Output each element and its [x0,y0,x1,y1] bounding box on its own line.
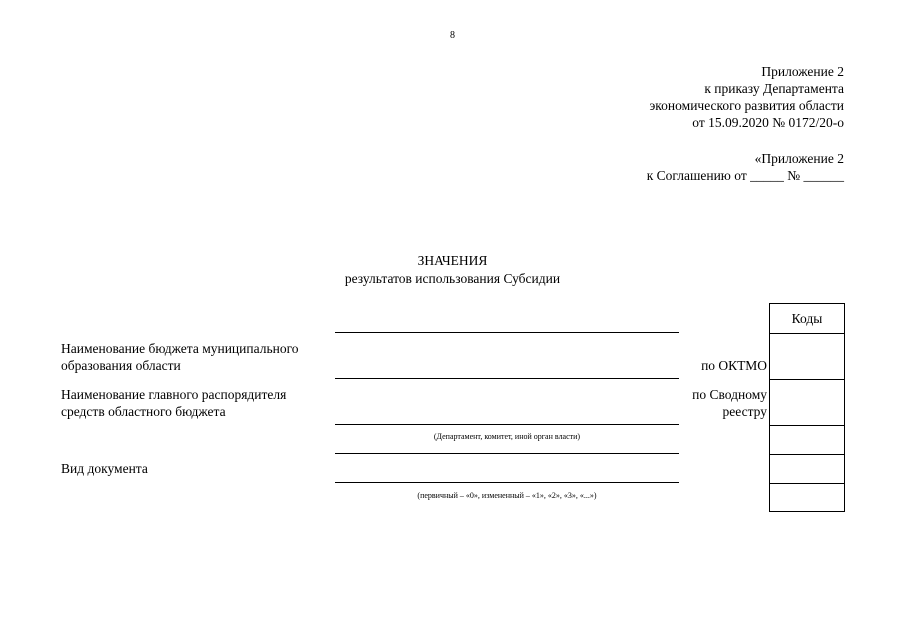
distributor-label-line-1: Наименование главного распорядителя [61,387,287,402]
codes-table [769,303,845,512]
code-cell-doc-type-1[interactable] [770,454,844,483]
appendix-line-4: от 15.09.2020 № 0172/20-о [692,115,844,130]
doc-type-hint: (первичный – «0», измененный – «1», «2», «3», «...») [417,491,597,500]
appendix-line-2: к приказу Департамента [704,81,844,96]
agreement-line-1: «Приложение 2 [754,151,844,166]
registry-label-line-1: по Сводному [692,387,767,402]
distributor-hint: (Департамент, комитет, иной орган власти) [433,432,581,441]
agreement-header [647,150,844,184]
code-cell-blank[interactable] [770,425,844,454]
code-cell-oktmo[interactable] [770,333,844,379]
distributor-label-line-2: средств областного бюджета [61,404,226,419]
distributor-line[interactable] [335,424,679,425]
doc-type-line[interactable] [335,482,679,483]
budget-name-label-line-2: образования области [61,358,181,373]
agreement-line-2: к Соглашению от _____ № ______ [646,168,844,183]
appendix-header [650,63,844,131]
doc-type-top-line [335,453,679,454]
appendix-line-3: экономического развития области [649,98,844,113]
registry-label-line-2: реестру [722,404,767,419]
document-title: ЗНАЧЕНИЯ [417,253,488,268]
codes-header: Коды [791,310,823,326]
oktmo-label: по ОКТМО [701,358,767,373]
code-cell-registry[interactable] [770,379,844,425]
budget-name-label-line-1: Наименование бюджета муниципального [61,341,299,356]
document-subtitle: результатов использования Субсидии [344,271,561,286]
appendix-line-1: Приложение 2 [761,64,844,79]
registry-label [692,386,767,420]
doc-type-label: Вид документа [61,461,148,476]
budget-name-top-line [335,332,679,333]
code-cell-doc-type-2[interactable] [770,483,844,513]
distributor-label [61,386,286,420]
budget-name-line[interactable] [335,378,679,379]
page-number: 8 [450,30,455,41]
budget-name-label [61,340,299,374]
